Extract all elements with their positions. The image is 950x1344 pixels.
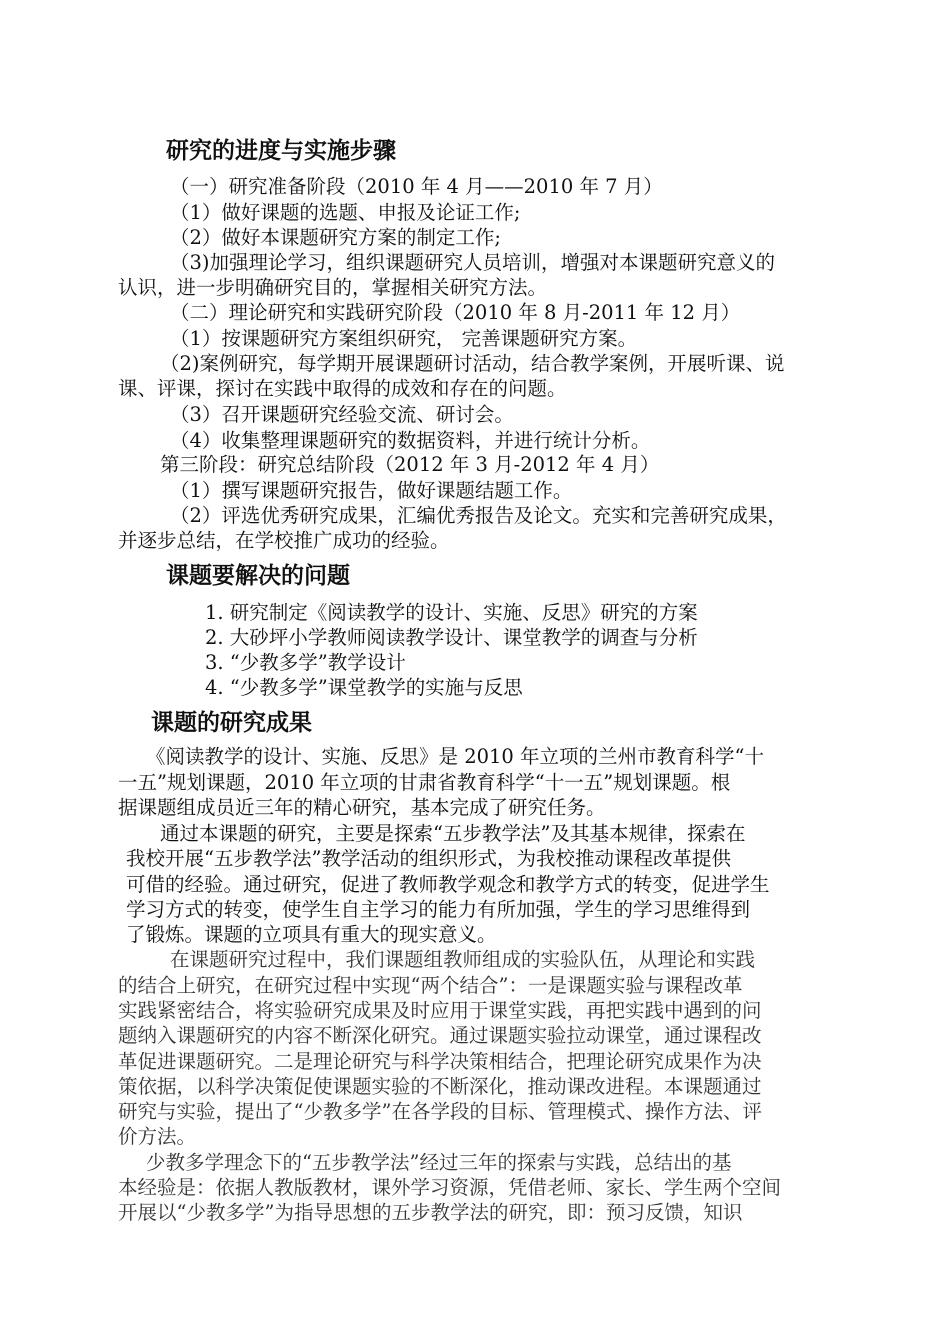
text-line: 本经验是：依据人教版教材，课外学习资源，凭借老师、家长、学生两个空间	[118, 1176, 782, 1199]
text-line: （3）召开课题研究经验交流、研讨会。	[170, 403, 514, 426]
text-line: 策依据，以科学决策促使课题实验的不断深化，推动课改进程。本课题通过	[118, 1075, 762, 1098]
text-line: 实践紧密结合，将实验研究成果及时应用于课堂实践，再把实践中遇到的问	[118, 999, 762, 1022]
text-line: 认识，进一步明确研究目的，掌握相关研究方法。	[118, 276, 548, 299]
section-heading-progress: 研究的进度与实施步骤	[166, 138, 396, 164]
text-line: （一）研究准备阶段（2010 年 4 月——2010 年 7 月）	[170, 175, 663, 198]
list-item: 1. 研究制定《阅读教学的设计、实施、反思》研究的方案	[205, 601, 698, 624]
text-line: 的结合上研究，在研究过程中实现“两个结合”：一是课题实验与课程改革	[118, 974, 743, 997]
text-line: （1）按课题研究方案组织研究， 完善课题研究方案。	[170, 327, 638, 350]
text-line: 价方法。	[118, 1125, 197, 1148]
list-item: 3. “少教多学”教学设计	[205, 651, 406, 674]
text-line: （2)案例研究，每学期开展课题研讨活动，结合教学案例，开展听课、说	[160, 352, 785, 375]
text-line: （3)加强理论学习，组织课题研究人员培训，增强对本课题研究意义的	[170, 251, 776, 274]
text-line: 题纳入课题研究的内容不断深化研究。通过课题实验拉动课堂，通过课程改	[118, 1024, 762, 1047]
text-line: 据课题组成员近三年的精心研究，基本完成了研究任务。	[118, 796, 606, 819]
text-line: （2）做好本课题研究方案的制定工作;	[170, 226, 501, 249]
text-line: 在课题研究过程中，我们课题组教师组成的实验队伍，从理论和实践	[170, 948, 756, 971]
section-heading-problems: 课题要解决的问题	[166, 563, 350, 589]
text-line: （1）做好课题的选题、申报及论证工作;	[170, 201, 521, 224]
text-line: （2）评选优秀研究成果，汇编优秀报告及论文。充实和完善研究成果，	[170, 504, 787, 527]
text-line: （1）撰写课题研究报告，做好课题结题工作。	[170, 479, 573, 502]
text-line: 课、评课，探讨在实践中取得的成效和存在的问题。	[118, 377, 567, 400]
text-line: 通过本课题的研究，主要是探索“五步教学法”及其基本规律，探索在	[160, 822, 746, 845]
section-heading-results: 课题的研究成果	[151, 710, 312, 736]
text-line: 开展以“少教多学”为指导思想的五步教学法的研究，即：预习反馈，知识	[118, 1201, 743, 1224]
text-line: 一五”规划课题，2010 年立项的甘肃省教育科学“十一五”规划课题。根	[118, 771, 731, 794]
text-line: 第三阶段：研究总结阶段（2012 年 3 月-2012 年 4 月）	[160, 453, 660, 476]
text-line: 学习方式的转变，使学生自主学习的能力有所加强，学生的学习思维得到	[126, 898, 751, 921]
list-item: 4. “少教多学”课堂教学的实施与反思	[205, 676, 523, 699]
text-line: 了锻炼。课题的立项具有重大的现实意义。	[126, 923, 497, 946]
text-line: 并逐步总结，在学校推广成功的经验。	[118, 529, 450, 552]
text-line: 我校开展“五步教学法”教学活动的组织形式，为我校推动课程改革提供	[126, 847, 731, 870]
list-item: 2. 大砂坪小学教师阅读教学设计、课堂教学的调查与分析	[205, 626, 698, 649]
text-line: 《阅读教学的设计、实施、反思》是 2010 年立项的兰州市教育科学“十	[146, 745, 764, 768]
text-line: （4）收集整理课题研究的数据资料，并进行统计分析。	[170, 429, 651, 452]
text-line: 少教多学理念下的“五步教学法”经过三年的探索与实践，总结出的基	[146, 1151, 732, 1174]
text-line: （二）理论研究和实践研究阶段（2010 年 8 月-2011 年 12 月）	[170, 301, 741, 324]
text-line: 可借的经验。通过研究，促进了教师教学观念和教学方式的转变，促进学生	[126, 873, 770, 896]
text-line: 革促进课题研究。二是理论研究与科学决策相结合，把理论研究成果作为决	[118, 1050, 762, 1073]
text-line: 研究与实验，提出了“少教多学”在各学段的目标、管理模式、操作方法、评	[118, 1100, 762, 1123]
